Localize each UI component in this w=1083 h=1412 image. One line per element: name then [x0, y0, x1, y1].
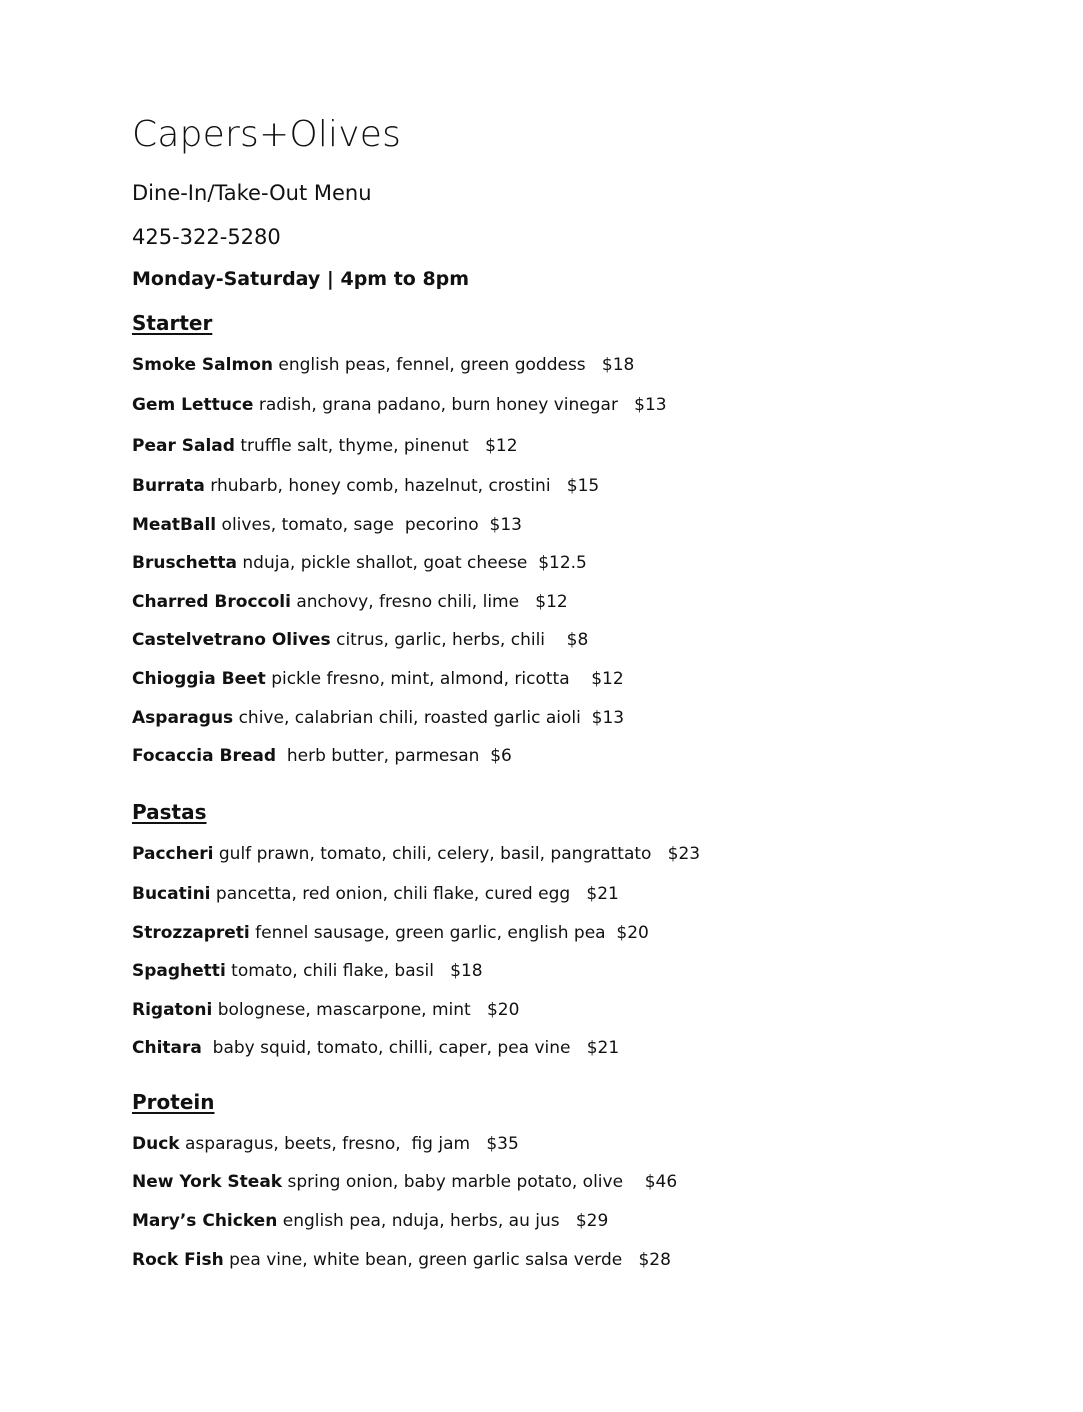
item-name: Spaghetti — [132, 961, 226, 981]
phone-number: 425-322-5280 — [132, 225, 281, 249]
item-price: $46 — [644, 1172, 678, 1192]
menu-item — [132, 746, 512, 766]
menu-item — [132, 515, 522, 535]
item-price: $13 — [634, 395, 667, 415]
item-description: pea vine, white bean, green garlic salsa verde — [223, 1250, 623, 1270]
menu-item — [132, 1038, 619, 1058]
item-name: Pear Salad — [132, 436, 235, 456]
menu-item — [132, 1000, 519, 1020]
item-description: citrus, garlic, herbs, chili — [330, 630, 546, 650]
item-price: $13 — [591, 708, 625, 728]
menu-subtitle: Dine-In/Take-Out Menu — [132, 181, 372, 205]
item-name: Focaccia Bread — [132, 746, 277, 766]
item-description: asparagus, beets, fresno, fig jam — [179, 1134, 471, 1154]
item-price: $18 — [450, 961, 483, 981]
section-heading-pastas: Pastas — [132, 800, 207, 824]
menu-item — [132, 553, 587, 573]
item-description: pancetta, red onion, chili flake, cured egg — [210, 884, 571, 904]
item-price: $20 — [616, 923, 649, 943]
item-price: $18 — [601, 355, 635, 375]
menu-item — [132, 1134, 519, 1154]
restaurant-title: Capers+Olives — [132, 114, 402, 155]
item-price: $15 — [566, 476, 600, 496]
menu-item — [132, 476, 599, 496]
item-name: Gem Lettuce — [132, 395, 254, 415]
item-price: $21 — [586, 884, 619, 904]
item-description: baby squid, tomato, chilli, caper, pea vine — [201, 1038, 571, 1058]
item-price: $6 — [490, 746, 512, 766]
item-name: Bucatini — [132, 884, 211, 904]
item-name: Chioggia Beet — [132, 669, 266, 689]
item-name: Rigatoni — [132, 1000, 213, 1020]
menu-item — [132, 669, 624, 689]
item-price: $12.5 — [538, 553, 587, 573]
item-price: $12 — [535, 592, 568, 612]
item-price: $29 — [575, 1211, 609, 1231]
menu-item — [132, 1250, 671, 1270]
item-description: nduja, pickle shallot, goat cheese — [237, 553, 528, 573]
menu-item — [132, 844, 700, 864]
item-description: herb butter, parmesan — [276, 746, 480, 766]
item-name: MeatBall — [132, 515, 217, 535]
item-description: truffle salt, thyme, pinenut — [234, 436, 469, 456]
menu-item — [132, 961, 483, 981]
opening-hours: Monday-Saturday | 4pm to 8pm — [132, 268, 470, 290]
item-price: $13 — [489, 515, 522, 535]
menu-item — [132, 884, 619, 904]
item-name: Rock Fish — [132, 1250, 224, 1270]
menu-item — [132, 1172, 677, 1192]
menu-item — [132, 395, 667, 415]
item-description: bolognese, mascarpone, mint — [212, 1000, 471, 1020]
item-name: Strozzapreti — [132, 923, 250, 943]
item-price: $20 — [486, 1000, 520, 1020]
item-description: english peas, fennel, green goddess — [272, 355, 586, 375]
item-name: Castelvetrano Olives — [132, 630, 331, 650]
item-name: Paccheri — [132, 844, 214, 864]
item-description: anchovy, fresno chili, lime — [290, 592, 520, 612]
menu-item — [132, 708, 624, 728]
item-price: $12 — [485, 436, 518, 456]
menu-item — [132, 355, 634, 375]
item-name: New York Steak — [132, 1172, 283, 1192]
item-description: olives, tomato, sage pecorino — [216, 515, 479, 535]
item-name: Chitara — [132, 1038, 202, 1058]
item-name: Duck — [132, 1134, 180, 1154]
item-name: Charred Broccoli — [132, 592, 291, 612]
item-description: fennel sausage, green garlic, english pea — [249, 923, 606, 943]
item-description: english pea, nduja, herbs, au jus — [277, 1211, 560, 1231]
item-description: rhubarb, honey comb, hazelnut, crostini — [204, 476, 551, 496]
item-description: spring onion, baby marble potato, olive — [282, 1172, 624, 1192]
section-heading-starter: Starter — [132, 311, 213, 335]
item-name: Bruschetta — [132, 553, 237, 573]
menu-item — [132, 1211, 608, 1231]
menu-item — [132, 630, 588, 650]
item-description: chive, calabrian chili, roasted garlic aioli — [233, 708, 581, 728]
menu-item — [132, 923, 649, 943]
item-description: tomato, chili flake, basil — [225, 961, 434, 981]
item-price: $12 — [591, 669, 624, 689]
item-name: Asparagus — [132, 708, 234, 728]
item-description: pickle fresno, mint, almond, ricotta — [265, 669, 570, 689]
item-price: $21 — [586, 1038, 620, 1058]
item-description: gulf prawn, tomato, chili, celery, basil, pangrattato — [213, 844, 652, 864]
item-price: $35 — [486, 1134, 519, 1154]
item-price: $23 — [667, 844, 701, 864]
item-price: $28 — [638, 1250, 671, 1270]
section-heading-protein: Protein — [132, 1090, 215, 1114]
item-price: $8 — [566, 630, 589, 650]
item-name: Burrata — [132, 476, 205, 496]
item-name: Mary’s Chicken — [132, 1211, 278, 1231]
menu-item — [132, 436, 518, 456]
item-description: radish, grana padano, burn honey vinegar — [253, 395, 618, 415]
item-name: Smoke Salmon — [132, 355, 273, 375]
menu-item — [132, 592, 568, 612]
